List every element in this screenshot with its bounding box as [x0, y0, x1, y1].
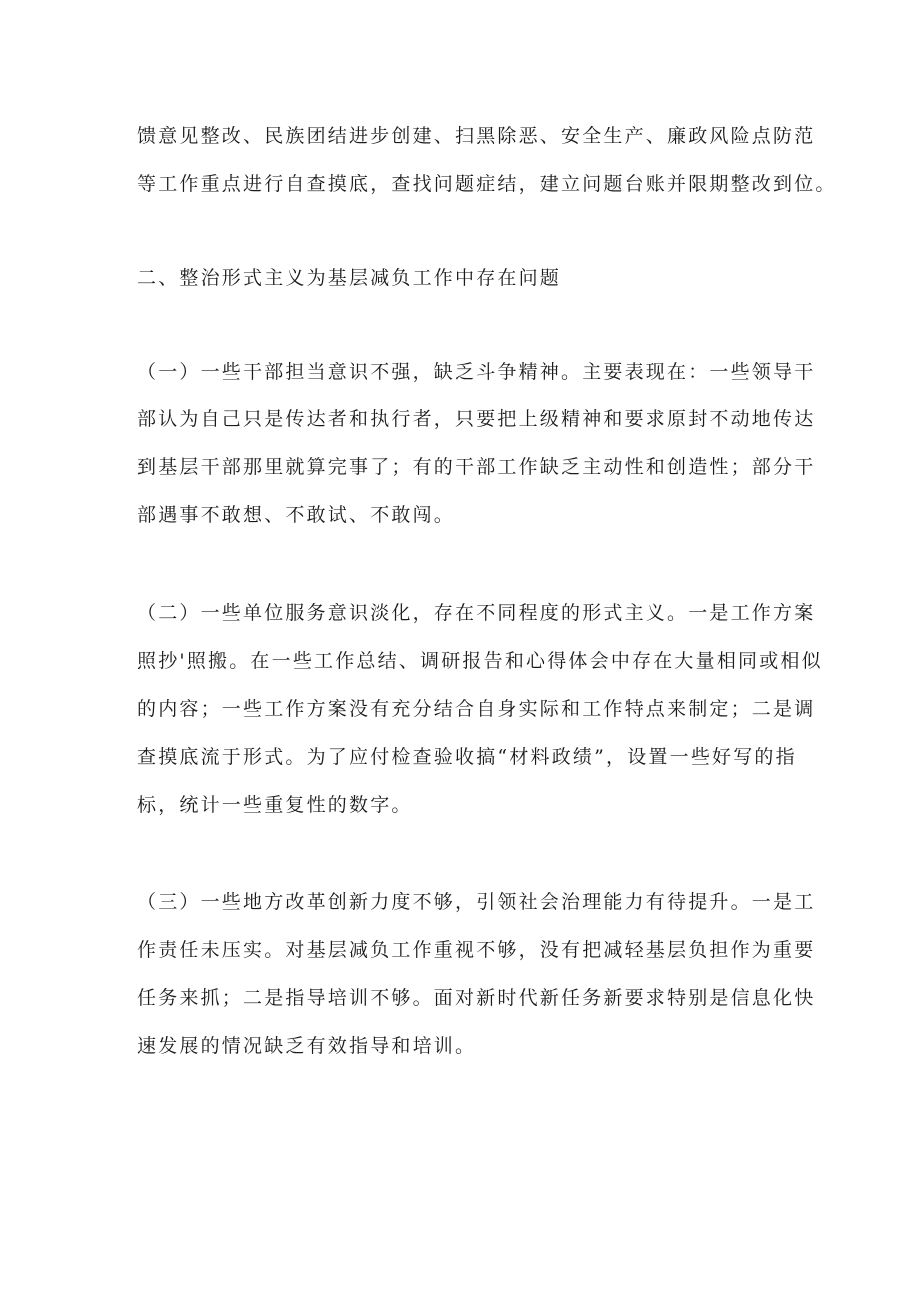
paragraph-2-line: （二）一些单位服务意识淡化，存在不同程度的形式主义。一是工作方案 — [137, 602, 816, 624]
paragraph-2-line: 标，统计一些重复性的数字。 — [137, 794, 413, 816]
paragraph-3-line: （三）一些地方改革创新力度不够，引领社会治理能力有待提升。一是工 — [137, 891, 816, 913]
section-heading: 二、整治形式主义为基层减负工作中存在问题 — [137, 267, 562, 289]
paragraph-3-line: 速发展的情况缺乏有效指导和培训。 — [137, 1035, 477, 1057]
intro-line: 等工作重点进行自查摸底，查找问题症结，建立问题台账并限期整改到位。 — [137, 173, 837, 195]
paragraph-2-line: 照抄'照搬。在一些工作总结、调研报告和心得体会中存在大量相同或相似 — [137, 650, 823, 672]
intro-line: 馈意见整改、民族团结进步创建、扫黑除恶、安全生产、廉政风险点防范 — [137, 125, 816, 147]
paragraph-1-line: 到基层干部那里就算完事了；有的干部工作缺乏主动性和创造性；部分干 — [137, 456, 816, 478]
paragraph-2-line: 查摸底流于形式。为了应付检查验收搞“材料政绩”，设置一些好写的指 — [137, 746, 797, 768]
paragraph-3-line: 任务来抓；二是指导培训不够。面对新时代新任务新要求特别是信息化快 — [137, 987, 816, 1009]
paragraph-3-line: 作责任未压实。对基层减负工作重视不够，没有把减轻基层负担作为重要 — [137, 939, 816, 961]
paragraph-1-line: 部遇事不敢想、不敢试、不敢闯。 — [137, 504, 456, 526]
paragraph-1-line: （一）一些干部担当意识不强，缺乏斗争精神。主要表现在：一些领导干 — [137, 361, 816, 383]
paragraph-2-line: 的内容；一些工作方案没有充分结合自身实际和工作特点来制定；二是调 — [137, 698, 816, 720]
paragraph-1-line: 部认为自己只是传达者和执行者，只要把上级精神和要求原封不动地传达 — [137, 408, 816, 430]
